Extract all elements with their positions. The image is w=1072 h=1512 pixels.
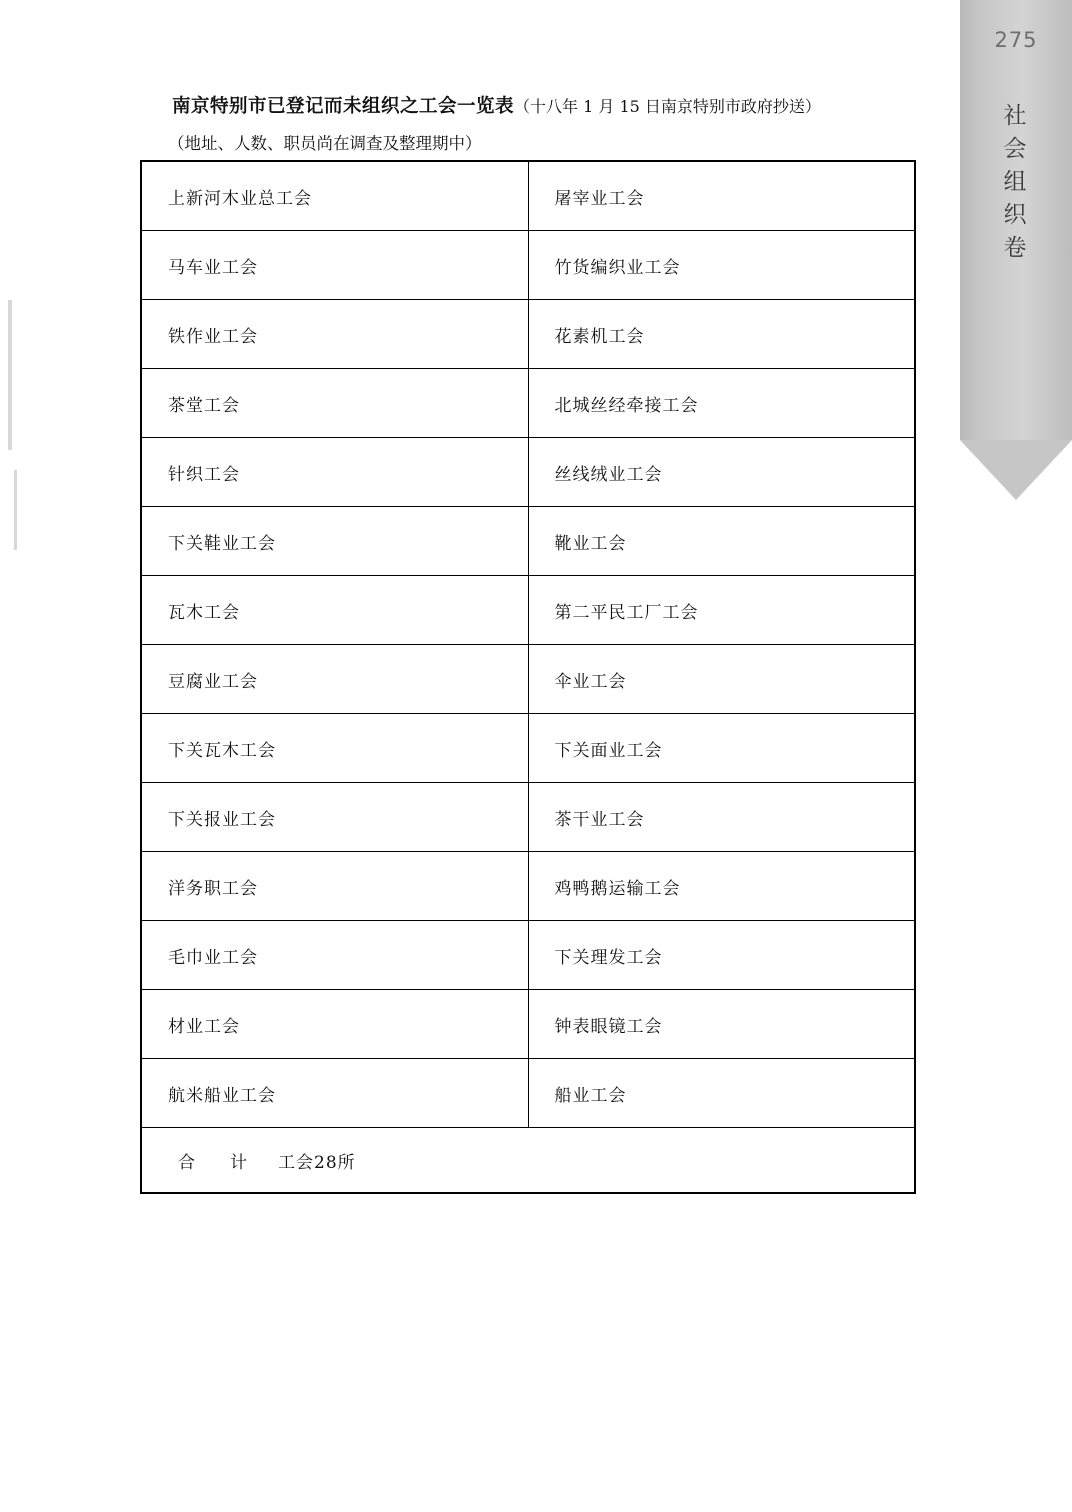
volume-title-char: 组: [1003, 169, 1029, 195]
table-body: [141, 161, 915, 1193]
union-name-cell: 上新河木业总工会: [141, 161, 528, 231]
volume-title-char: 社: [1003, 103, 1029, 129]
scan-artifact-left-1: [8, 300, 12, 450]
union-name-cell: 茶堂工会: [141, 369, 528, 438]
union-name-cell: 航米船业工会: [141, 1059, 528, 1128]
table-row: [141, 645, 915, 714]
total-label-1: 合: [178, 1152, 196, 1173]
union-name-cell: 针织工会: [141, 438, 528, 507]
union-name-cell: 靴业工会: [528, 507, 915, 576]
union-name-cell: 伞业工会: [528, 645, 915, 714]
union-name-cell: 下关报业工会: [141, 783, 528, 852]
union-name-cell: 屠宰业工会: [528, 161, 915, 231]
union-name-cell: 下关面业工会: [528, 714, 915, 783]
document-subtitle: （地址、人数、职员尚在调查及整理期中）: [168, 134, 482, 153]
table-row: [141, 576, 915, 645]
document-title-note: （十八年 1 月 15 日南京特别市政府抄送）: [514, 97, 821, 116]
volume-title-char: 会: [1003, 136, 1029, 162]
union-name-cell: 毛巾业工会: [141, 921, 528, 990]
volume-title-char: 卷: [1003, 235, 1029, 261]
volume-title-char: 织: [1003, 202, 1029, 228]
union-name-cell: 马车业工会: [141, 231, 528, 300]
table-row: [141, 438, 915, 507]
table-row: [141, 231, 915, 300]
total-value: 工会28所: [278, 1152, 356, 1173]
table-row: [141, 990, 915, 1059]
total-label-2: 计: [230, 1152, 248, 1173]
document-title: [172, 92, 821, 118]
table-row: [141, 714, 915, 783]
scan-artifact-left-2: [14, 470, 17, 550]
total-cell: [141, 1128, 915, 1194]
table-total-row: [141, 1128, 915, 1194]
union-name-cell: 第二平民工厂工会: [528, 576, 915, 645]
union-name-cell: 鸡鸭鹅运输工会: [528, 852, 915, 921]
volume-title: [960, 100, 1072, 265]
table-row: [141, 1059, 915, 1128]
table-row: [141, 300, 915, 369]
union-name-cell: 船业工会: [528, 1059, 915, 1128]
table-row: [141, 852, 915, 921]
union-name-cell: 铁作业工会: [141, 300, 528, 369]
page-marker-point: [960, 440, 1072, 500]
union-name-cell: 下关理发工会: [528, 921, 915, 990]
union-name-cell: 瓦木工会: [141, 576, 528, 645]
union-name-cell: 材业工会: [141, 990, 528, 1059]
union-name-cell: 丝线绒业工会: [528, 438, 915, 507]
document-title-main: 南京特别市已登记而未组织之工会一览表: [172, 96, 515, 117]
union-name-cell: 北城丝经牵接工会: [528, 369, 915, 438]
table-row: [141, 921, 915, 990]
page-marker: [960, 0, 1072, 500]
union-list-table: [140, 160, 916, 1194]
union-name-cell: 茶干业工会: [528, 783, 915, 852]
union-name-cell: 下关鞋业工会: [141, 507, 528, 576]
union-name-cell: 花素机工会: [528, 300, 915, 369]
table-row: [141, 369, 915, 438]
union-name-cell: 豆腐业工会: [141, 645, 528, 714]
union-name-cell: 洋务职工会: [141, 852, 528, 921]
table-row: [141, 161, 915, 231]
union-name-cell: 下关瓦木工会: [141, 714, 528, 783]
table-row: [141, 507, 915, 576]
union-name-cell: 竹货编织业工会: [528, 231, 915, 300]
table-row: [141, 783, 915, 852]
page-number: 275: [994, 28, 1038, 52]
union-name-cell: 钟表眼镜工会: [528, 990, 915, 1059]
